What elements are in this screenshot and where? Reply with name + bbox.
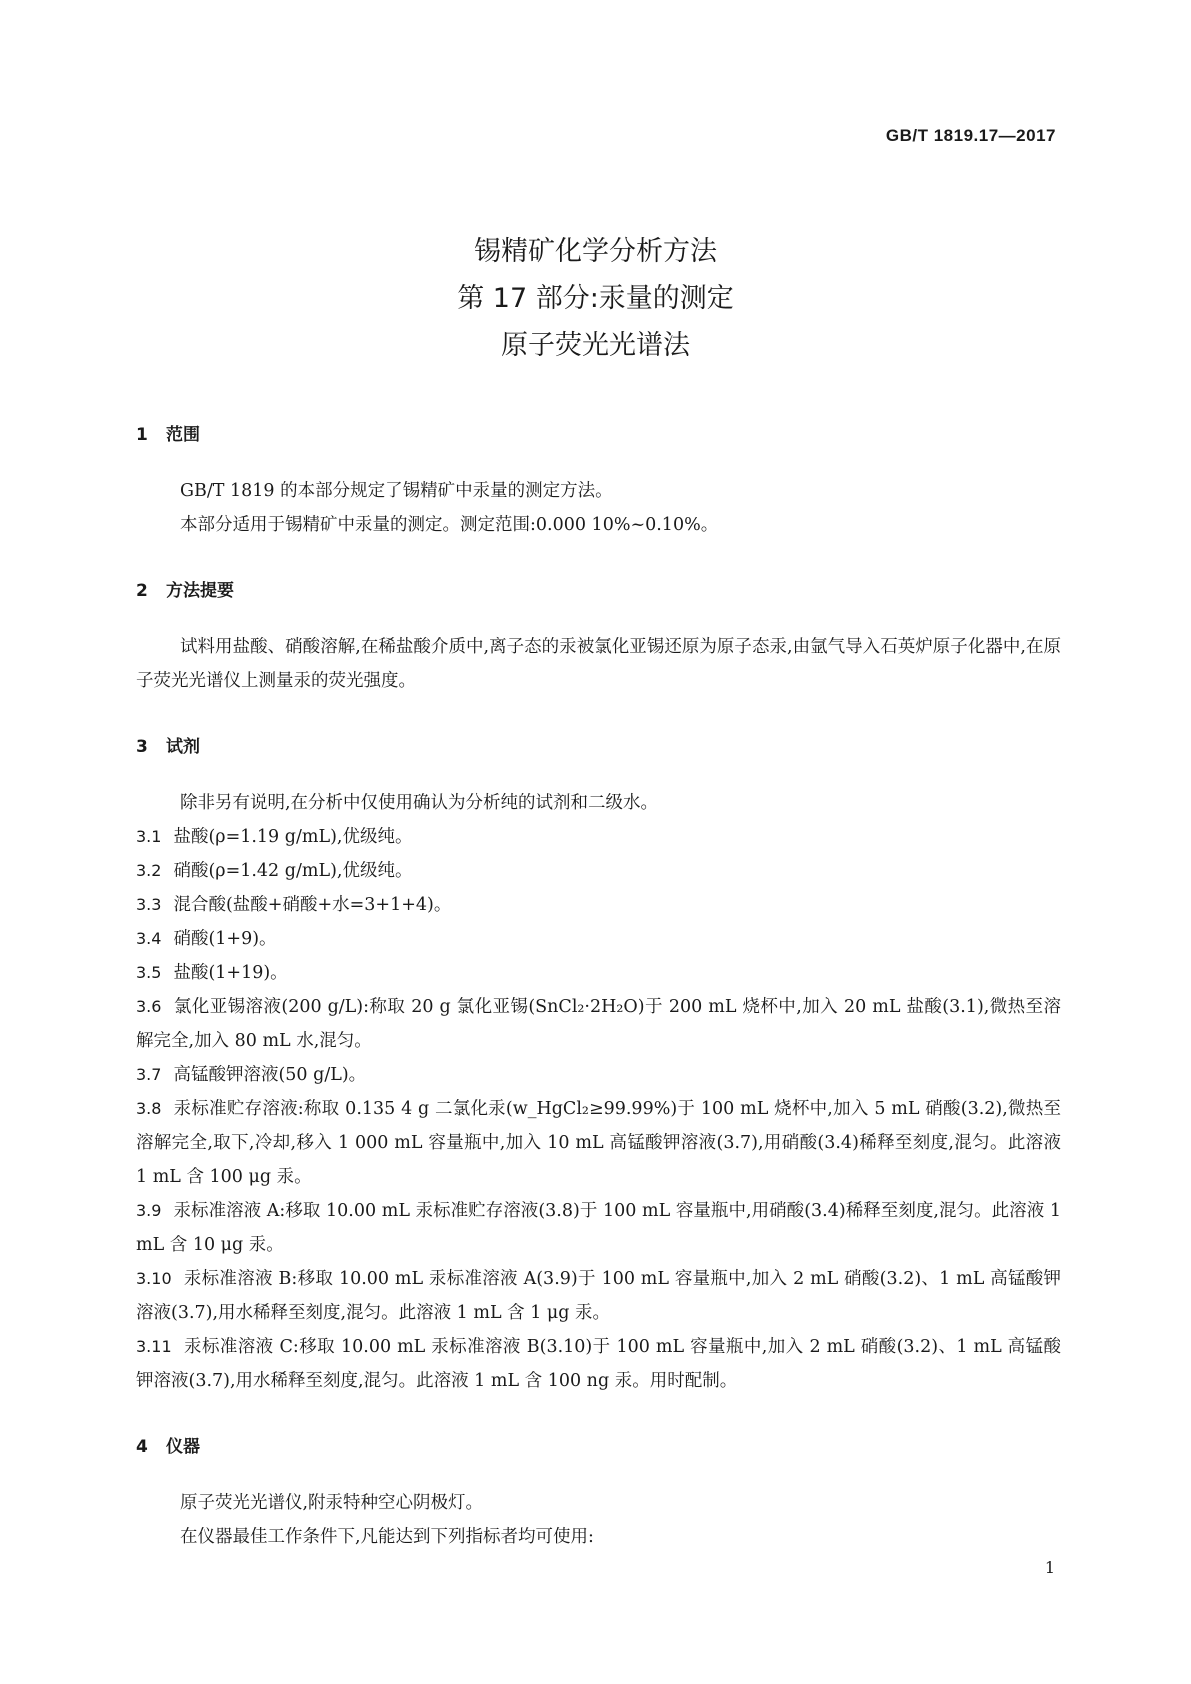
reagent-item: 3.8 汞标准贮存溶液:称取 0.135 4 g 二氯化汞(w_HgCl₂≥99.99%)于 100 mL 烧杯中,加入 5 mL 硝酸(3.2),微热至溶解完全,取下,冷却,移入 1 000 mL 容量瓶中,加入 10 mL 高锰酸钾溶液(3.7),用硝酸(3.4)稀释至刻度,混匀。此溶液 1 mL 含 100 μg 汞。	[136, 1099, 1061, 1187]
reagent-item: 3.10 汞标准溶液 B:移取 10.00 mL 汞标准溶液 A(3.9)于 100 mL 容量瓶中,加入 2 mL 硝酸(3.2)、1 mL 高锰酸钾溶液(3.7),用水稀释至刻度,混匀。此溶液 1 mL 含 1 μg 汞。	[136, 1269, 1061, 1323]
reagent-item: 3.5 盐酸(1+19)。	[136, 963, 288, 983]
reagent-item: 3.9 汞标准溶液 A:移取 10.00 mL 汞标准贮存溶液(3.8)于 100 mL 容量瓶中,用硝酸(3.4)稀释至刻度,混匀。此溶液 1 mL 含 10 μg 汞。	[136, 1201, 1061, 1255]
document-body	[136, 420, 1061, 1554]
paragraph: 除非另有说明,在分析中仅使用确认为分析纯的试剂和二级水。	[180, 793, 659, 813]
page-number: 1	[1044, 1558, 1055, 1577]
paragraph: 在仪器最佳工作条件下,凡能达到下列指标者均可使用:	[180, 1527, 594, 1547]
section-heading-scope: 1 范围	[136, 425, 200, 445]
section-heading-apparatus: 4 仪器	[136, 1437, 200, 1457]
paragraph: 本部分适用于锡精矿中汞量的测定。测定范围:0.000 10%~0.10%。	[180, 515, 719, 535]
title-line-1: 锡精矿化学分析方法	[474, 236, 717, 267]
title-line-2: 第 17 部分:汞量的测定	[457, 283, 734, 314]
reagent-item: 3.7 高锰酸钾溶液(50 g/L)。	[136, 1065, 367, 1085]
paragraph: 原子荧光光谱仪,附汞特种空心阴极灯。	[180, 1493, 484, 1513]
reagent-item: 3.1 盐酸(ρ=1.19 g/mL),优级纯。	[136, 827, 413, 847]
section-heading-principle: 2 方法提要	[136, 581, 234, 601]
reagent-item: 3.6 氯化亚锡溶液(200 g/L):称取 20 g 氯化亚锡(SnCl₂·2H₂O)于 200 mL 烧杯中,加入 20 mL 盐酸(3.1),微热至溶解完全,加入 80 mL 水,混匀。	[136, 997, 1061, 1051]
paragraph: GB/T 1819 的本部分规定了锡精矿中汞量的测定方法。	[180, 481, 613, 501]
reagent-item: 3.3 混合酸(盐酸+硝酸+水=3+1+4)。	[136, 895, 452, 915]
standard-code: GB/T 1819.17—2017	[885, 126, 1056, 145]
paragraph: 试料用盐酸、硝酸溶解,在稀盐酸介质中,离子态的汞被氯化亚锡还原为原子态汞,由氩气导入石英炉原子化器中,在原子荧光光谱仪上测量汞的荧光强度。	[136, 637, 1061, 691]
document-title	[0, 228, 1191, 369]
reagent-item: 3.4 硝酸(1+9)。	[136, 929, 277, 949]
section-heading-reagents: 3 试剂	[136, 737, 200, 757]
reagent-item: 3.11 汞标准溶液 C:移取 10.00 mL 汞标准溶液 B(3.10)于 100 mL 容量瓶中,加入 2 mL 硝酸(3.2)、1 mL 高锰酸钾溶液(3.7),用水稀释至刻度,混匀。此溶液 1 mL 含 100 ng 汞。用时配制。	[136, 1337, 1061, 1391]
reagent-item: 3.2 硝酸(ρ=1.42 g/mL),优级纯。	[136, 861, 413, 881]
title-line-3: 原子荧光光谱法	[501, 330, 690, 361]
